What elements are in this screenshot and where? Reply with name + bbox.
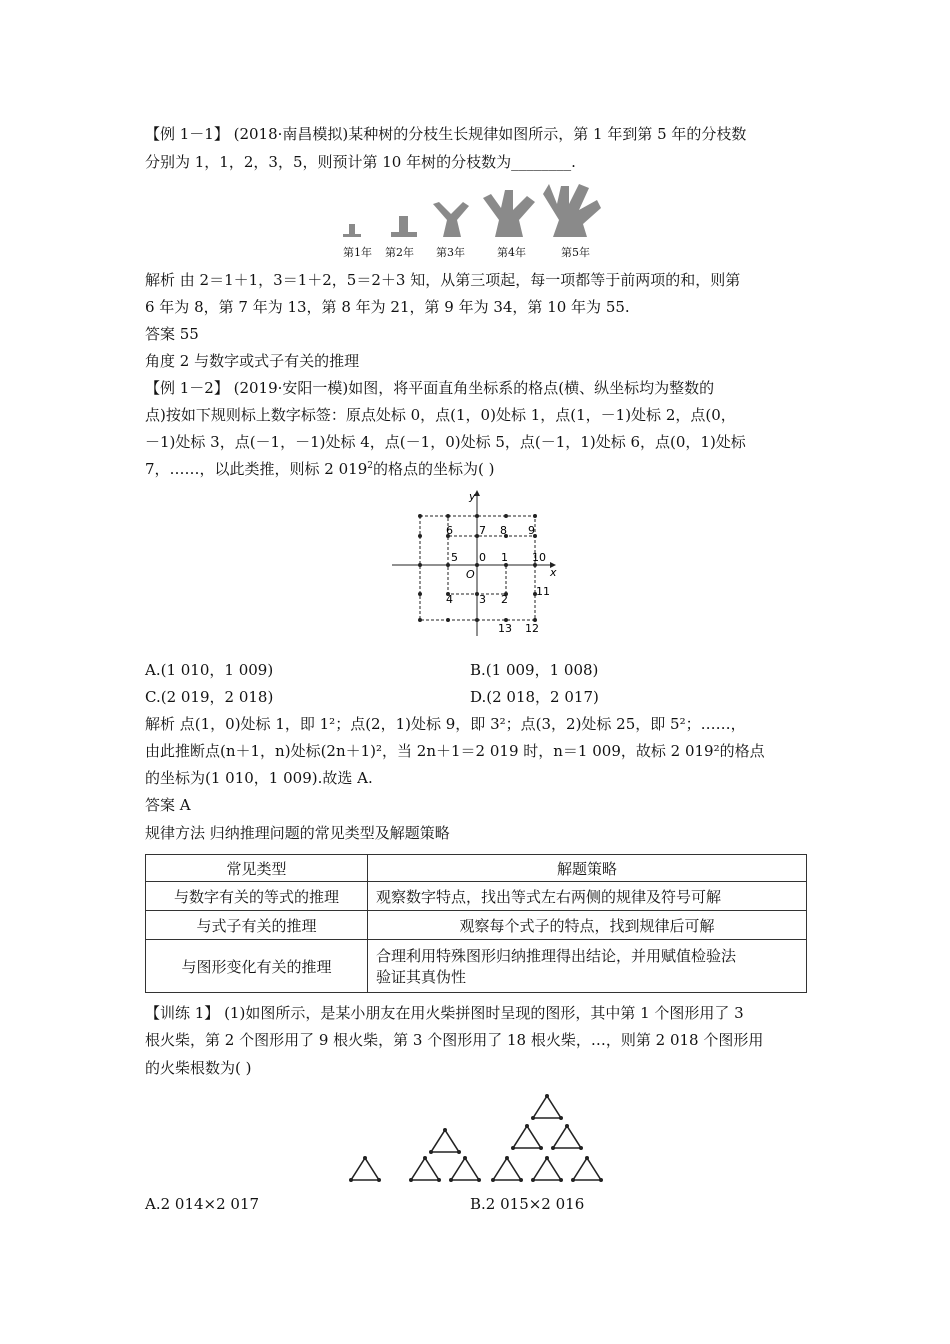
table-row xyxy=(146,940,807,993)
example2-line2: 点)按如下规则标上数字标签：原点处标 0，点(1，0)处标 1，点(1，－1)处标 2，点(0， xyxy=(145,406,736,424)
example2-analysis2: 由此推断点(n＋1，n)处标(2n＋1)²，当 2n＋1＝2 019 时，n＝1 009，故标 2 019²的格点 xyxy=(145,742,765,760)
axis-x-label: x xyxy=(550,566,557,579)
training1-line3: 的火柴根数为( ) xyxy=(145,1059,252,1077)
training1-option-a: A.2 014×2 017 xyxy=(145,1195,260,1213)
table-header-row xyxy=(146,855,807,882)
example2-answer: 答案 A xyxy=(145,796,191,814)
grid-num-12: 12 xyxy=(525,622,539,635)
angle2-heading: 角度 2 与数字或式子有关的推理 xyxy=(145,352,360,370)
row-type: 与式子有关的推理 xyxy=(146,911,368,940)
tree-year4 xyxy=(483,190,535,237)
grid-num-6: 6 xyxy=(446,524,453,537)
grid-num-3: 3 xyxy=(479,593,486,606)
example2-line4: 7，……，以此类推，则标 2 $019^2$的格点的坐标为( ) xyxy=(145,460,495,478)
grid-num-8: 8 xyxy=(500,524,507,537)
grid-num-13: 13 xyxy=(498,622,512,635)
example2-analysis1: 解析 点(1，0)处标 1，即 1²；点(2，1)处标 9，即 3²；点(3，2)处标 25，即 5²；……， xyxy=(145,715,746,733)
example1-line2: 分别为 1，1，2，3，5，则预计第 10 年树的分枝数为________. xyxy=(145,153,576,171)
matchstick-triangles-figure xyxy=(345,1090,615,1185)
axis-y-label: y xyxy=(469,490,476,503)
origin-label: O xyxy=(466,568,475,581)
training1-line2: 根火柴，第 2 个图形用了 9 根火柴，第 3 个图形用了 18 根火柴，…，则第 2 018 个图形用 xyxy=(145,1031,764,1049)
tree-year5 xyxy=(543,184,601,237)
lattice-grid-figure xyxy=(390,488,560,638)
tree-label-4: 第4年 xyxy=(497,246,526,259)
row-strategy: 合理利用特殊图形归纳推理得出结论，并用赋值检验法 验证其真伪性 xyxy=(368,940,807,993)
method-title: 规律方法 归纳推理问题的常见类型及解题策略 xyxy=(145,824,450,842)
grid-num-5: 5 xyxy=(451,551,458,564)
example2-option-b: B.(1 009，1 008) xyxy=(470,661,599,679)
grid-num-0: 0 xyxy=(479,551,486,564)
grid-num-9: 9 xyxy=(528,524,535,537)
tree-label-3: 第3年 xyxy=(436,246,465,259)
row-type: 与图形变化有关的推理 xyxy=(146,940,368,993)
grid-num-7: 7 xyxy=(479,524,486,537)
grid-num-4: 4 xyxy=(446,593,453,606)
example2-option-a: A.(1 010，1 009) xyxy=(145,661,274,679)
tree-label-5: 第5年 xyxy=(561,246,590,259)
example1-line1: 【例 1－1】 (2018·南昌模拟)某种树的分枝生长规律如图所示，第 1 年到第 5 年的分枝数 xyxy=(145,125,747,143)
example2-analysis3: 的坐标为(1 010，1 009).故选 A. xyxy=(145,769,373,787)
strategy-table xyxy=(145,854,807,993)
table-row xyxy=(146,882,807,911)
example2-line1: 【例 1－2】 (2019·安阳一模)如图，将平面直角坐标系的格点(横、纵坐标均为整数的 xyxy=(145,379,715,397)
tree-label-1: 第1年 xyxy=(343,246,372,259)
tree-label-2: 第2年 xyxy=(385,246,414,259)
header-strategy: 解题策略 xyxy=(368,855,807,882)
example1-answer: 答案 55 xyxy=(145,325,199,343)
example2-option-c: C.(2 019，2 018) xyxy=(145,688,274,706)
row-strategy: 观察每个式子的特点，找到规律后可解 xyxy=(368,911,807,940)
example1-analysis1: 解析 由 2＝1＋1，3＝1＋2，5＝2＋3 知，从第三项起，每一项都等于前两项的和，则第 xyxy=(145,271,741,289)
tree-year3 xyxy=(433,202,469,237)
triangle xyxy=(351,1158,379,1180)
header-type: 常见类型 xyxy=(146,855,368,882)
example2-option-d: D.(2 018，2 017) xyxy=(470,688,599,706)
tree-growth-figure xyxy=(335,180,615,240)
table-row xyxy=(146,911,807,940)
example1-analysis2: 6 年为 8，第 7 年为 13，第 8 年为 21，第 9 年为 34，第 10 年为 55. xyxy=(145,298,630,316)
grid-num-10: 10 xyxy=(532,551,546,564)
example2-line3: －1)处标 3，点(－1，－1)处标 4，点(－1，0)处标 5，点(－1，1)处标 6，点(0，1)处标 xyxy=(145,433,746,451)
training1-line1: 【训练 1】 (1)如图所示，是某小朋友在用火柴拼图时呈现的图形，其中第 1 个图形用了 3 xyxy=(145,1004,744,1022)
row-strategy: 观察数字特点，找出等式左右两侧的规律及符号可解 xyxy=(368,882,807,911)
grid-num-11: 11 xyxy=(536,585,550,598)
row-type: 与数字有关的等式的推理 xyxy=(146,882,368,911)
grid-num-1: 1 xyxy=(501,551,508,564)
training1-option-b: B.2 015×2 016 xyxy=(470,1195,585,1213)
grid-num-2: 2 xyxy=(501,593,508,606)
